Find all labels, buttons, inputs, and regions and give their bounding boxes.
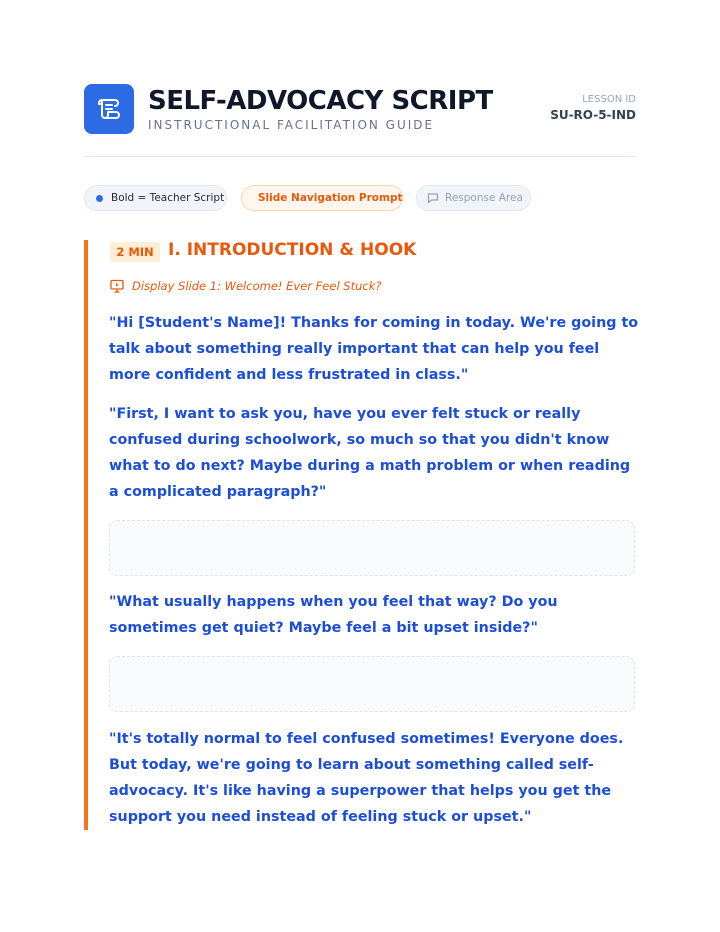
header-divider	[84, 156, 636, 157]
slide-navigation-prompt	[110, 279, 382, 293]
scroll-icon	[84, 84, 134, 134]
lesson-id-label: LESSON ID	[582, 94, 636, 105]
section-title: I. INTRODUCTION & HOOK	[168, 240, 417, 260]
legend-slide-prompt	[241, 185, 403, 211]
lesson-id-value: SU-RO-5-IND	[550, 108, 636, 122]
legend-response-area	[416, 185, 531, 211]
page-title: SELF-ADVOCACY SCRIPT	[148, 86, 493, 116]
duration-badge: 2 MIN	[110, 242, 160, 262]
teacher-script-4: "It's totally normal to feel confused sometimes! Everyone does. But today, we're going to learn about something called self-advocacy. It's like having a superpower that helps you get the support you need instead of feeling stuck or upset."	[109, 731, 624, 825]
page-header	[84, 84, 636, 136]
slide-prompt-text: Display Slide 1: Welcome! Ever Feel Stuck?	[132, 279, 382, 293]
response-area-1[interactable]	[109, 520, 635, 576]
message-square-icon	[427, 192, 439, 204]
legend-teacher-script	[84, 185, 227, 211]
legend-slide-prompt-label: Slide Navigation Prompt	[258, 192, 403, 204]
teacher-script-1: "Hi [Student's Name]! Thanks for coming in today. We're going to talk about something really important that can help you feel more confident and less frustrated in class."	[109, 315, 639, 383]
presentation-icon	[110, 279, 124, 293]
teacher-script-2: "First, I want to ask you, have you ever felt stuck or really confused during schoolwork, so much so that you didn't know what to do next? Maybe during a math problem or when reading a complicated paragraph?"	[109, 406, 631, 500]
page-subtitle: INSTRUCTIONAL FACILITATION GUIDE	[148, 118, 435, 132]
section-accent-bar	[84, 240, 88, 830]
response-area-2[interactable]	[109, 656, 635, 712]
teacher-script-3: "What usually happens when you feel that way? Do you sometimes get quiet? Maybe feel a bit upset inside?"	[109, 594, 558, 636]
blue-dot-icon	[96, 195, 103, 202]
legend-response-area-label: Response Area	[445, 192, 523, 204]
legend-teacher-script-label: Bold = Teacher Script	[111, 192, 225, 204]
